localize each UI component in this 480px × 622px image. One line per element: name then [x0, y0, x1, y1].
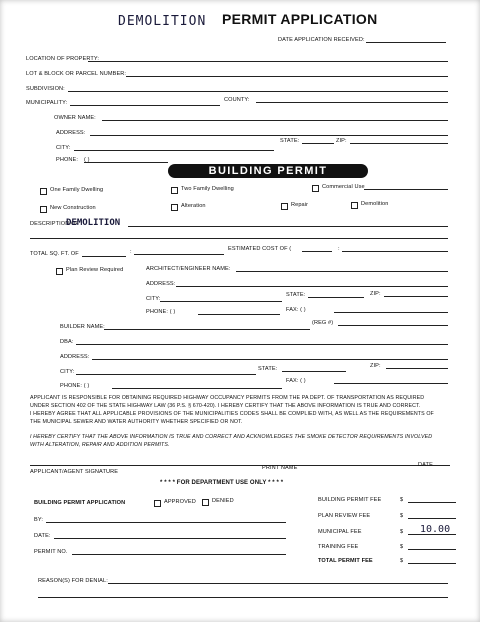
subdivision-field[interactable]: [68, 91, 448, 92]
sqft-field[interactable]: [82, 256, 126, 257]
fee-value-municipal: 10.00: [420, 524, 451, 535]
fee-currency-building: $: [400, 497, 404, 503]
architect-zip-label: ZIP:: [370, 291, 381, 297]
denial-reasons-field-2[interactable]: [38, 597, 448, 598]
builder-city-label: CITY:: [60, 369, 75, 375]
fee-label-building: BUILDING PERMIT FEE: [318, 497, 382, 503]
fee-field-municipal[interactable]: [408, 534, 456, 535]
option-two-family-label: Two Family Dwelling: [181, 186, 234, 192]
commercial-use-field[interactable]: [364, 189, 448, 190]
fee-currency-total: $: [400, 558, 404, 564]
description-field-2[interactable]: [30, 238, 448, 239]
cost-label: ESTIMATED COST OF (: [228, 246, 292, 252]
fee-label-municipal: MUNICIPAL FEE: [318, 529, 362, 535]
architect-field[interactable]: [236, 271, 448, 272]
checkbox-plan-review[interactable]: [56, 268, 63, 275]
owner-name-label: OWNER NAME:: [54, 115, 96, 121]
cost-field-2[interactable]: [342, 251, 448, 252]
certify-line-1: I HEREBY CERTIFY THAT THE ABOVE INFORMATION IS TRUE AND CORRECT AND ACKNOWLEDGES THE SMOKE DETECTOR REQUIREMENTS INVOLVED: [30, 434, 433, 440]
sqft-label: TOTAL SQ. FT. OF: [30, 251, 79, 257]
fee-currency-municipal: $: [400, 529, 404, 535]
builder-phone-label: PHONE: ( ): [60, 383, 90, 389]
fee-field-total[interactable]: [408, 563, 456, 564]
certify-line-2: WITH ALTERATION, REPAIR AND ADDITION PERMITS.: [30, 442, 170, 448]
legal-line-3: I HEREBY AGREE THAT ALL APPLICABLE PROVISIONS OF THE MUNICIPALITIES CODES SHALL BE COMPLIED WITH, AS WELL AS THE REQUIREMENTS OF: [30, 411, 434, 417]
checkbox-repair[interactable]: [281, 203, 288, 210]
checkbox-two-family[interactable]: [171, 187, 178, 194]
option-repair-label: Repair: [291, 202, 309, 208]
cost-colon: :: [338, 246, 340, 252]
architect-city-field[interactable]: [160, 301, 282, 302]
builder-phone-field[interactable]: [112, 388, 282, 389]
owner-state-field[interactable]: [302, 143, 334, 144]
subdivision-label: SUBDIVISION:: [26, 86, 65, 92]
architect-zip-field[interactable]: [384, 296, 448, 297]
handwritten-permit-type: DEMOLITION: [118, 14, 207, 29]
owner-phone-field[interactable]: [84, 162, 168, 163]
architect-phone-field[interactable]: [198, 314, 280, 315]
county-field[interactable]: [256, 102, 448, 103]
county-label: COUNTY:: [224, 97, 250, 103]
date-received-label: DATE APPLICATION RECEIVED:: [278, 37, 365, 43]
fee-label-training: TRAINING FEE: [318, 544, 359, 550]
checkbox-commercial[interactable]: [312, 185, 319, 192]
option-demolition-label: Demolition: [361, 201, 389, 207]
architect-fax-field[interactable]: [334, 312, 448, 313]
location-label: LOCATION OF PROPERTY:: [26, 56, 100, 62]
owner-address-field[interactable]: [90, 135, 448, 136]
fee-field-building[interactable]: [408, 502, 456, 503]
checkbox-one-family[interactable]: [40, 188, 47, 195]
builder-dba-label: DBA:: [60, 339, 74, 345]
architect-address-label: ADDRESS:: [146, 281, 176, 287]
legal-line-4: THE MUNICIPAL SEWER AND WATER AUTHORITY WHETHER SPECIFIED OR NOT.: [30, 419, 243, 425]
legal-line-1: APPLICANT IS RESPONSIBLE FOR OBTAINING REQUIRED HIGHWAY OCCUPANCY PERMITS FROM THE PA DEPT. OF TRANSPORTATION AS REQUIRED: [30, 395, 425, 401]
option-commercial-label: Commercial Use: [322, 184, 365, 190]
builder-reg-field[interactable]: [338, 325, 448, 326]
architect-address-field[interactable]: [176, 286, 448, 287]
plan-review-label: Plan Review Required: [66, 267, 124, 273]
fee-currency-training: $: [400, 544, 404, 550]
denial-reasons-field[interactable]: [108, 583, 448, 584]
print-name-label: PRINT NAME: [262, 465, 298, 471]
builder-city-field[interactable]: [76, 374, 256, 375]
approved-label: APPROVED: [164, 499, 196, 505]
owner-zip-label: ZIP:: [336, 138, 347, 144]
builder-name-label: BUILDER NAME:: [60, 324, 105, 330]
form-title: PERMIT APPLICATION: [222, 11, 378, 27]
municipality-label: MUNICIPALITY:: [26, 100, 68, 106]
builder-address-field[interactable]: [92, 359, 448, 360]
description-field[interactable]: [128, 226, 448, 227]
owner-phone-label: PHONE:: [56, 157, 79, 163]
architect-state-field[interactable]: [308, 297, 364, 298]
owner-name-field[interactable]: [102, 120, 448, 121]
architect-phone-label: PHONE: ( ): [146, 309, 176, 315]
owner-state-label: STATE:: [280, 138, 300, 144]
builder-fax-field[interactable]: [334, 383, 448, 384]
dept-date-field[interactable]: [54, 538, 286, 539]
option-alteration-label: Alteration: [181, 203, 206, 209]
owner-address-label: ADDRESS:: [56, 130, 86, 136]
checkbox-alteration[interactable]: [171, 204, 178, 211]
lot-label: LOT & BLOCK OR PARCEL NUMBER:: [26, 71, 127, 77]
denied-label: DENIED: [212, 498, 234, 504]
legal-line-2: UNDER SECTION 402 OF THE STATE HIGHWAY LAW (36 P.S. § 670-420). I HEREBY CERTIFY THAT THE ABOVE INFORMATION IS TRUE AND CORRECT.: [30, 403, 421, 409]
dept-permit-no-label: PERMIT NO.: [34, 549, 68, 555]
owner-zip-field[interactable]: [350, 143, 448, 144]
fee-field-plan-review[interactable]: [408, 518, 456, 519]
description-handwritten: DEMOLITION: [66, 218, 121, 228]
checkbox-approved[interactable]: [154, 500, 161, 507]
description-label: DESCRIPTION OF: [30, 221, 79, 227]
owner-city-label: CITY:: [56, 145, 71, 151]
lot-field[interactable]: [126, 76, 448, 77]
architect-label: ARCHITECT/ENGINEER NAME:: [146, 266, 231, 272]
option-one-family-label: One Family Dwelling: [50, 187, 104, 193]
owner-phone-format: ( ): [84, 157, 90, 163]
dept-permit-no-field[interactable]: [72, 554, 286, 555]
checkbox-demolition[interactable]: [351, 202, 358, 209]
dept-date-label: DATE:: [34, 533, 51, 539]
cost-field[interactable]: [302, 251, 332, 252]
option-new-construction-label: New Construction: [50, 205, 96, 211]
applicant-signature-label: APPLICANT/AGENT SIGNATURE: [30, 469, 119, 475]
location-field[interactable]: [88, 61, 448, 62]
sqft-colon: :: [130, 249, 132, 255]
fee-field-training[interactable]: [408, 549, 456, 550]
architect-fax-label: FAX: ( ): [286, 307, 306, 313]
fee-label-plan-review: PLAN REVIEW FEE: [318, 513, 371, 519]
builder-zip-label: ZIP:: [370, 363, 381, 369]
builder-fax-label: FAX: ( ): [286, 378, 306, 384]
denial-reasons-label: REASON(S) FOR DENIAL:: [38, 578, 108, 584]
builder-name-field[interactable]: [104, 329, 310, 330]
checkbox-denied[interactable]: [202, 499, 209, 506]
dept-application-label: BUILDING PERMIT APPLICATION: [34, 500, 126, 506]
architect-city-label: CITY:: [146, 296, 161, 302]
architect-state-label: STATE:: [286, 292, 306, 298]
builder-address-label: ADDRESS:: [60, 354, 90, 360]
sqft-field-2[interactable]: [134, 254, 224, 255]
building-permit-banner: BUILDING PERMIT: [168, 164, 368, 178]
fee-currency-plan-review: $: [400, 513, 404, 519]
department-banner: * * * * FOR DEPARTMENT USE ONLY * * * *: [160, 480, 284, 486]
builder-dba-field[interactable]: [76, 344, 448, 345]
signature-field[interactable]: [30, 465, 450, 466]
fee-label-total: TOTAL PERMIT FEE: [318, 558, 373, 564]
dept-by-label: BY:: [34, 517, 44, 523]
owner-city-field[interactable]: [74, 150, 274, 151]
builder-state-field[interactable]: [282, 371, 346, 372]
builder-state-label: STATE:: [258, 366, 278, 372]
checkbox-new-construction[interactable]: [40, 206, 47, 213]
dept-by-field[interactable]: [46, 522, 286, 523]
builder-reg-label: (REG #): [312, 320, 334, 326]
signature-date-label: DATE: [418, 462, 433, 468]
builder-zip-field[interactable]: [386, 368, 448, 369]
date-received-field[interactable]: [366, 42, 446, 43]
municipality-field[interactable]: [70, 105, 220, 106]
